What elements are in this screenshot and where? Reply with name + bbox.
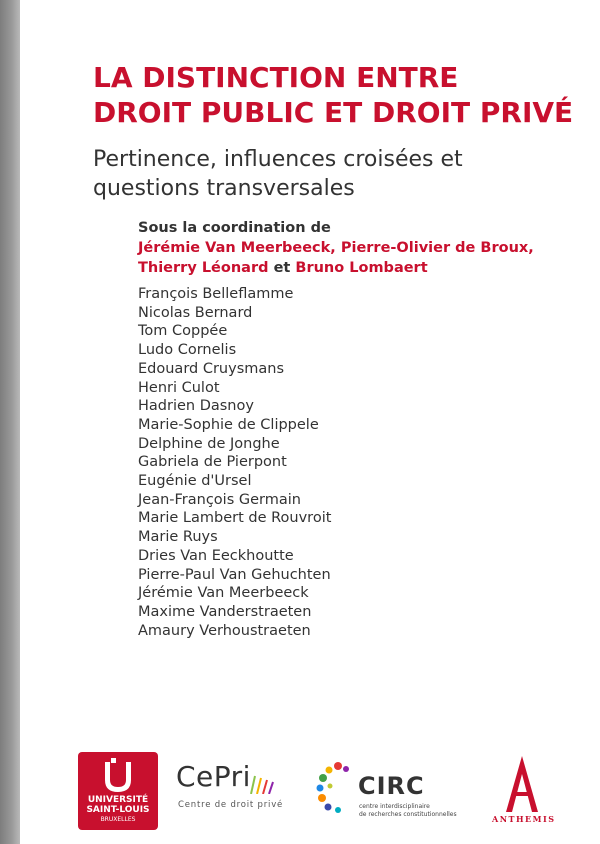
usl-u-icon <box>101 758 135 794</box>
list-item: Jean-François Germain <box>138 491 301 508</box>
list-item: Eugénie d'Ursel <box>138 473 252 490</box>
list-item: Ludo Cornelis <box>138 342 237 359</box>
circ-sub-line-2: de recherches constitutionnelles <box>359 811 457 818</box>
list-item: Pierre-Paul Van Gehuchten <box>138 566 331 583</box>
anthemis-logo <box>492 756 556 828</box>
cepri-logo <box>176 760 296 820</box>
book-spine-edge <box>0 0 20 844</box>
subtitle-line-1: Pertinence, influences croisées et <box>93 147 463 172</box>
anthemis-name: ANTHEMIS <box>492 814 556 824</box>
editor-bruno-lombaert: Bruno Lombaert <box>295 260 428 276</box>
usl-line-1: UNIVERSITÉ <box>87 795 149 805</box>
list-item: Edouard Cruysmans <box>138 360 284 377</box>
list-item: Amaury Verhoustraeten <box>138 622 311 639</box>
list-item: Henri Culot <box>138 379 220 396</box>
list-item: Delphine de Jonghe <box>138 435 280 452</box>
cepri-bars-icon <box>248 774 274 794</box>
usl-line-2: SAINT-LOUIS <box>86 805 150 815</box>
list-item: François Belleflamme <box>138 286 294 302</box>
circ-logo <box>316 760 466 825</box>
book-subtitle <box>93 145 463 203</box>
usl-logo <box>78 752 158 830</box>
list-item: Dries Van Eeckhoutte <box>138 547 294 564</box>
circ-name: CIRC <box>358 772 425 800</box>
subtitle-line-2: questions transversales <box>93 176 355 201</box>
list-item: Gabriela de Pierpont <box>138 454 287 471</box>
editors-line-1: Jérémie Van Meerbeeck, Pierre-Olivier de Broux, <box>138 240 534 256</box>
coordination-block <box>138 218 534 278</box>
anthemis-a-icon <box>504 756 540 812</box>
title-line-2: DROIT PUBLIC ET DROIT PRIVÉ <box>93 96 574 129</box>
list-item: Marie Lambert de Rouvroit <box>138 510 332 527</box>
authors-list <box>138 285 331 640</box>
cepri-name: CePri <box>176 760 251 793</box>
usl-line-3: BRUXELLES <box>100 816 136 823</box>
list-item: Hadrien Dasnoy <box>138 398 254 415</box>
circ-subtitle <box>359 803 457 819</box>
list-item: Marie-Sophie de Clippele <box>138 416 319 433</box>
editor-thierry-leonard: Thierry Léonard <box>138 260 269 276</box>
editors-conjunction: et <box>273 260 291 276</box>
cepri-subtitle: Centre de droit privé <box>178 800 284 810</box>
coordination-label: Sous la coordination de <box>138 220 331 236</box>
list-item: Tom Coppée <box>138 323 228 340</box>
list-item: Nicolas Bernard <box>138 304 253 321</box>
list-item: Maxime Vanderstraeten <box>138 603 312 620</box>
title-line-1: LA DISTINCTION ENTRE <box>93 61 459 94</box>
list-item: Marie Ruys <box>138 529 218 546</box>
list-item: Jérémie Van Meerbeeck <box>138 585 309 602</box>
book-title <box>93 60 573 130</box>
circ-sub-line-1: centre interdisciplinaire <box>359 803 430 810</box>
circ-dots-icon <box>316 760 360 816</box>
